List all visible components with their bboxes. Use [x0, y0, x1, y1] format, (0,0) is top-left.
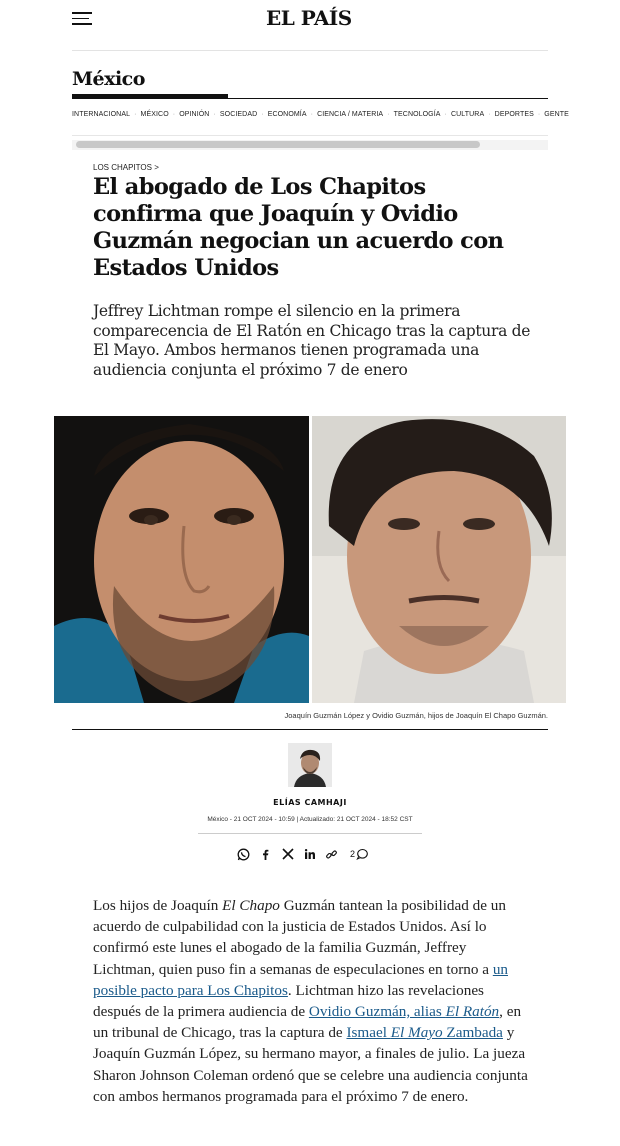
link-icon[interactable]: [324, 847, 339, 862]
link-text: Zambada: [442, 1024, 503, 1042]
header-divider: [72, 50, 548, 51]
nav-item-cultura[interactable]: CULTURA: [450, 111, 485, 118]
comment-count: 2: [350, 849, 356, 859]
body-text: . Lichtman hizo las revelaciones después de la primera audiencia de: [93, 981, 484, 1021]
share-bar: [236, 845, 368, 863]
nav-separator: ·: [387, 111, 390, 118]
caption-divider: [72, 729, 548, 730]
nav-item-deportes[interactable]: DEPORTES: [494, 111, 534, 118]
body-text: , en un tribunal de Chicago, tras la captura de: [93, 1003, 522, 1042]
article-subheadline: Jeffrey Lichtman rompe el silencio en la primera comparecencia de El Ratón en Chicago tras la captura de El Mayo. Ambos hermanos tienen programada una audiencia conjunta el próximo 7 de enero: [93, 302, 531, 379]
author-name[interactable]: ELÍAS CAMHAJI: [273, 798, 347, 807]
article-body: [93, 895, 531, 1107]
portrait-left: [54, 416, 309, 703]
section-title[interactable]: México: [72, 68, 145, 90]
facebook-icon[interactable]: [258, 847, 273, 862]
nav-item-ciencia[interactable]: CIENCIA / MATERIA: [317, 111, 384, 118]
photo-caption: Joaquín Guzmán López y Ovidio Guzmán, hijos de Joaquín El Chapo Guzmán.: [284, 711, 548, 720]
hamburger-menu-icon[interactable]: [72, 12, 92, 26]
nav-separator: ·: [134, 111, 137, 118]
linkedin-icon[interactable]: [302, 847, 317, 862]
x-icon[interactable]: [280, 847, 295, 862]
nav-separator: ·: [444, 111, 447, 118]
nav-separator: ·: [488, 111, 491, 118]
body-text: Guzmán tantean la posibilidad de un acuerdo de culpabilidad con la justicia de Estados Unidos. Así lo confirmó este lunes el abogado de la familia Guzmán, Jeffrey Lichtman, quien puso fin a semanas de especulaciones en torno a: [93, 897, 506, 978]
author-avatar[interactable]: [288, 743, 332, 787]
body-text: Los hijos de Joaquín: [93, 897, 223, 914]
nav-item-tecnologia[interactable]: TECNOLOGÍA: [393, 111, 441, 118]
link-text-italic: El Ratón: [445, 1003, 500, 1021]
nav-item-sociedad[interactable]: SOCIEDAD: [219, 111, 258, 118]
section-divider: [72, 98, 548, 99]
dateline-divider: [198, 833, 422, 834]
nav-separator: ·: [537, 111, 541, 118]
article-kicker[interactable]: LOS CHAPITOS >: [93, 163, 159, 172]
link-text-italic: El Mayo: [390, 1024, 443, 1042]
section-nav: [72, 111, 569, 125]
site-header: [0, 0, 620, 50]
nav-scrollbar-thumb[interactable]: [76, 141, 480, 148]
nav-item-gente[interactable]: GENTE: [544, 111, 569, 118]
nav-divider: [72, 135, 548, 136]
link-posible-pacto[interactable]: un posible pacto para Los Chapitos: [93, 960, 508, 999]
whatsapp-icon[interactable]: [236, 847, 251, 862]
article-dateline: México - 21 OCT 2024 - 10:59 | Actualizado: 21 OCT 2024 - 18:52 CST: [207, 816, 413, 823]
site-logo[interactable]: EL PAÍS: [266, 6, 352, 30]
comments-button[interactable]: [350, 848, 368, 860]
link-text: Ovidio Guzmán, alias: [308, 1003, 446, 1021]
link-text: Ismael: [346, 1024, 391, 1042]
article-headline: El abogado de Los Chapitos confirma que Joaquín y Ovidio Guzmán negocian un acuerdo con Estados Unidos: [93, 174, 504, 281]
nav-item-mexico[interactable]: MÉXICO: [140, 111, 169, 118]
link-ovidio-guzman[interactable]: [309, 1003, 499, 1020]
body-italic: El Chapo: [222, 897, 280, 914]
nav-separator: ·: [213, 111, 216, 118]
article-photo: [54, 416, 566, 703]
body-text: y Joaquín Guzmán López, su hermano mayor, a finales de julio. La jueza Sharon Johnson Coleman ordenó que se celebre una audiencia conjunta con ambos hermanos programada para el próximo 7 de enero.: [93, 1024, 528, 1105]
nav-separator: ·: [261, 111, 264, 118]
nav-separator: ·: [310, 111, 314, 118]
nav-separator: ·: [172, 111, 176, 118]
nav-item-economia[interactable]: ECONOMÍA: [267, 111, 307, 118]
portrait-right: [312, 416, 566, 703]
comment-bubble-icon: [356, 848, 368, 860]
nav-item-opinion[interactable]: OPINIÓN: [179, 111, 210, 118]
nav-item-internacional[interactable]: INTERNACIONAL: [72, 111, 131, 118]
link-ismael-zambada[interactable]: [346, 1024, 502, 1041]
